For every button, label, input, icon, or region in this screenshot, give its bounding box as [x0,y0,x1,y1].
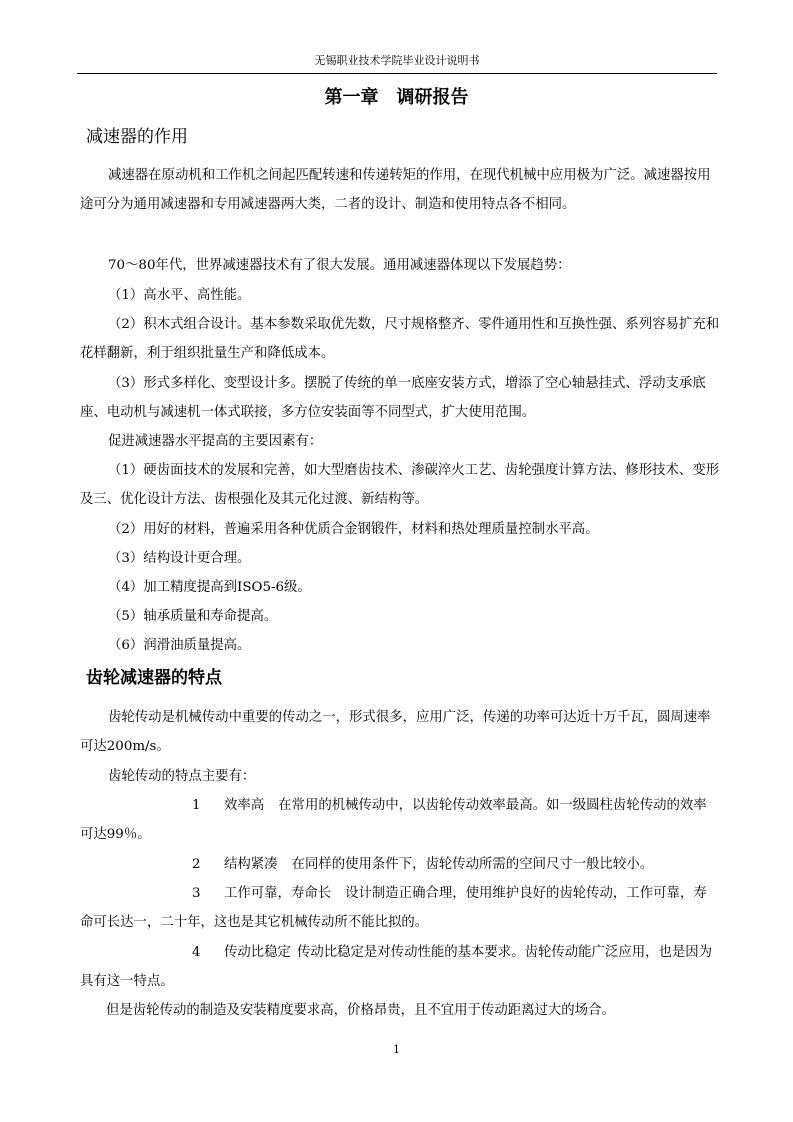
section-heading-reducer-function: 减速器的作用 [86,127,188,147]
feature-label: 效率高 [224,798,265,813]
chapter-title: 第一章 调研报告 [324,87,469,108]
feature-number: 1 [192,798,201,813]
feature-text: 在常用的机械传动中，以齿轮传动效率最高。如一级圆柱齿轮传动的效率可达99％。 [80,798,707,842]
list-item: （1）硬齿面技术的发展和完善，如大型磨齿技术、渗碳淬火工艺、齿轮强度计算方法、修形技术、变形及三、优化设计方法、齿根强化及其元化过渡、新结构等。 [80,463,720,507]
section-heading-gear-reducer: 齿轮减速器的特点 [86,668,222,688]
feature-item [80,791,720,849]
list-item: （2）用好的材料，普遍采用各种优质合金钢锻件，材料和热处理质量控制水平高。 [108,522,599,537]
paragraph: 但是齿轮传动的制造及安装精度要求高，价格昂贵，且不宜用于传动距离过大的场合。 [106,1003,615,1018]
paragraph: 齿轮传动的特点主要有： [108,769,256,784]
list-item: （6）润滑油质量提高。 [108,638,251,653]
list-item: （5）轴承质量和寿命提高。 [108,609,278,624]
feature-item [80,879,720,937]
paragraph: 齿轮传动是机械传动中重要的传动之一，形式很多，应用广泛，传递的功率可达近十万千瓦，圆周速率可达200m/s。 [80,710,711,754]
header-rule [77,73,717,74]
list-item: （1）高水平、高性能。 [108,288,251,303]
feature-label: 工作可靠，寿命长 [224,886,332,901]
paragraph: 70～80年代，世界减速器技术有了很大发展。通用减速器体现以下发展趋势： [108,258,571,273]
list-item: （4）加工精度提高到ISO5-6级。 [108,580,311,595]
paragraph: 促进减速器水平提高的主要因素有： [108,434,323,449]
running-header: 无锡职业技术学院毕业设计说明书 [314,54,480,67]
paragraph: 减速器在原动机和工作机之间起匹配转速和传递转矩的作用，在现代机械中应用极为广泛。减速器按用途可分为通用减速器和专用减速器两大类，二者的设计、制造和使用特点各不相同。 [80,168,711,212]
feature-label: 传动比稳定 [224,945,291,960]
feature-item [80,850,720,879]
feature-text: 设计制造正确合理，使用维护良好的齿轮传动，工作可靠，寿命可长达一，二十年，这也是其它机械传动所不能比拟的。 [80,886,707,930]
feature-number: 3 [192,886,201,901]
feature-text: 传动比稳定是对传动性能的基本要求。齿轮传动能广泛应用，也是因为具有这一特点。 [80,945,713,989]
feature-label: 结构紧凑 [224,857,278,872]
feature-item [80,938,720,996]
feature-text: 在同样的使用条件下，齿轮传动所需的空间尺寸一般比较小。 [291,857,654,872]
feature-number: 2 [192,857,201,872]
page-number: 1 [393,1043,400,1056]
list-item: （3）结构设计更合理。 [108,551,251,566]
list-item: （3）形式多样化、变型设计多。摆脱了传统的单一底座安装方式，增添了空心轴悬挂式、浮动支承底座、电动机与减速机一体式联接，多方位安装面等不同型式，扩大使用范围。 [80,376,706,420]
feature-number: 4 [192,945,201,960]
list-item: （2）积木式组合设计。基本参数采取优先数，尺寸规格整齐、零件通用性和互换性强、系列容易扩充和花样翻新，利于组织批量生产和降低成本。 [80,317,720,361]
